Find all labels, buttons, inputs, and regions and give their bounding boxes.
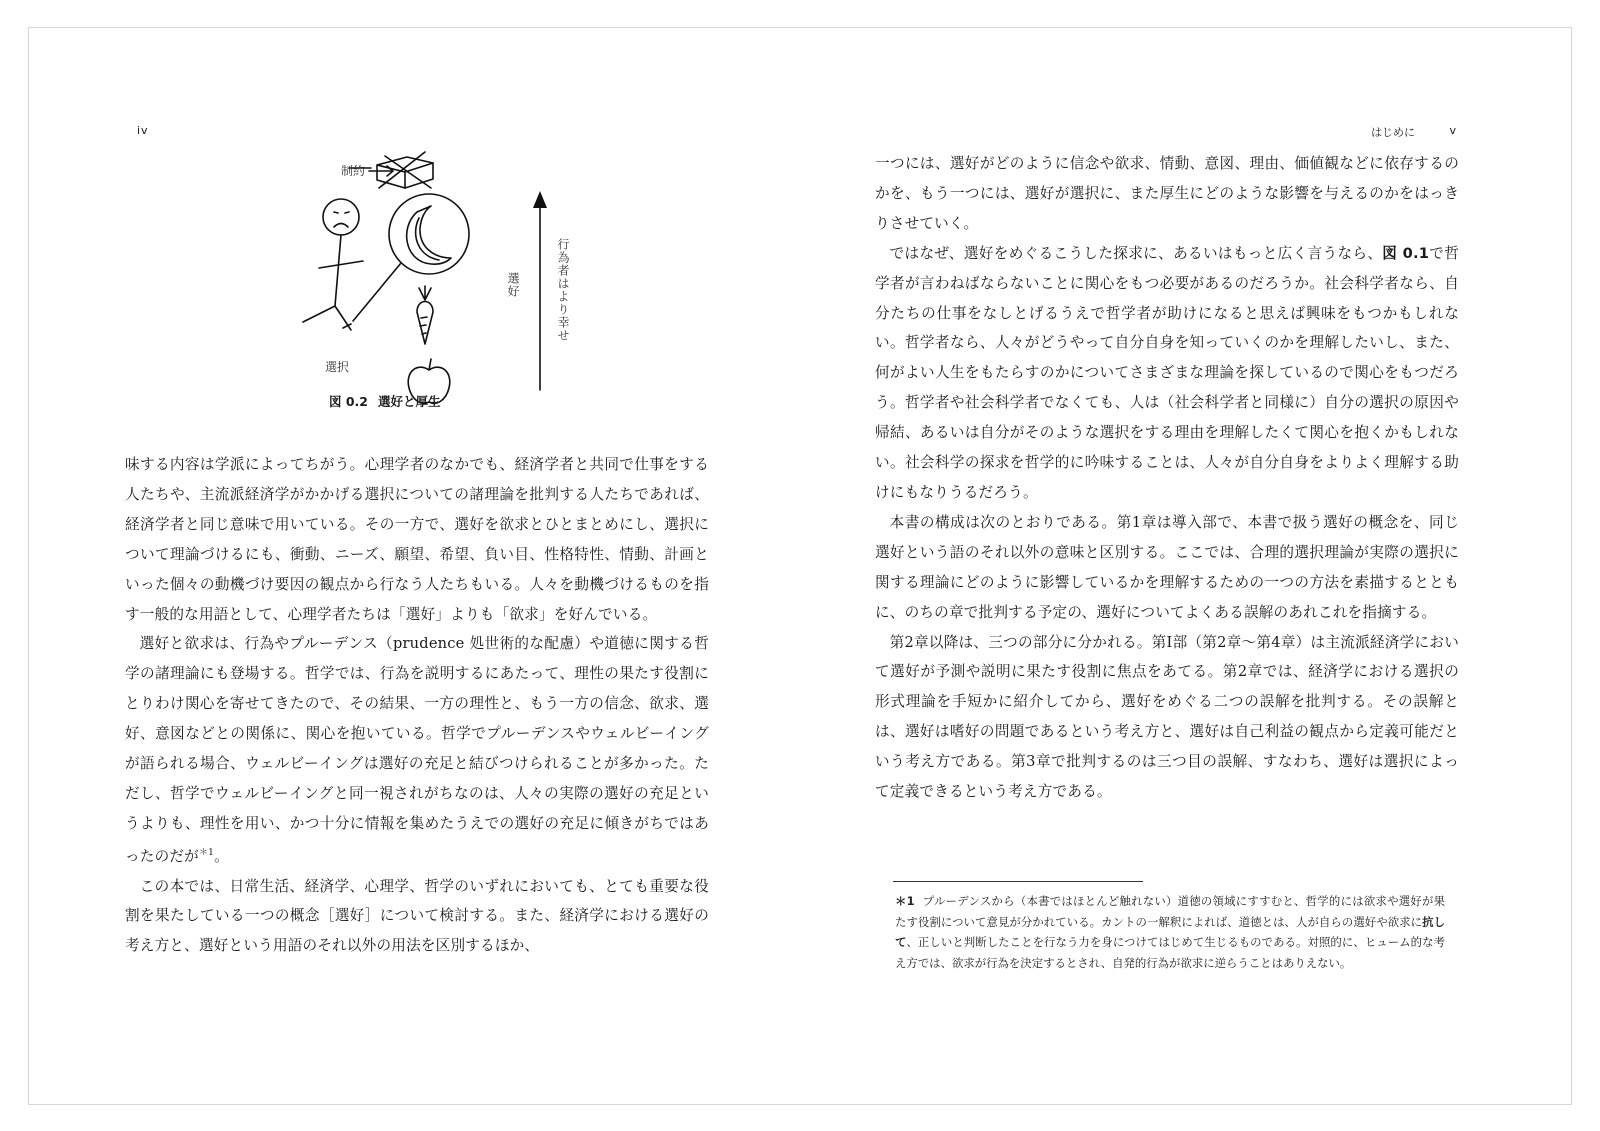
figure-caption [329, 392, 489, 410]
paragraph: この本では、日常生活、経済学、心理学、哲学のいずれにおいても、とても重要な役割を果たしている一つの概念［選好］について検討する。また、経済学における選好の考え方と、選好という用語のそれ以外の用法を区別するほか、 [125, 877, 709, 955]
left-page [29, 28, 801, 1104]
label-preference: 選好 [506, 272, 520, 298]
paragraph: 第2章以降は、三つの部分に分かれる。第Ⅰ部（第2章〜第4章）は主流派経済学において選好が予測や説明に果たす役割に焦点をあてる。第2章では、経済学における選択の形式理論を手短かに紹介してから、選好をめぐる二つの誤解を批判する。その誤解とは、選好は嗜好の問題であるという考え方と、選好は自己利益の観点から定義可能だという考え方である。第3章で批判するのは三つ目の誤解、すなわち、選好は選択によって定義できるという考え方である。 [875, 633, 1459, 801]
footnote-reference[interactable]: ＊1 [198, 847, 215, 858]
figure-title: 選好と厚生 [378, 394, 441, 409]
label-constraint: 制約 [341, 164, 366, 178]
paragraph: 選好と欲求は、行為やプルーデンス（prudence 処世術的な配慮）や道徳に関する哲学の諸理論にも登場する。哲学では、行為を説明するにあたって、理性の果たす役割にとりわけ関心を寄せてきたので、その結果、一方の理性と、もう一方の信念、欲求、選好、意図などとの関係に、関心を抱いている。哲学でプルーデンスやウェルビーイングが語られる場合、ウェルビーイングは選好の充足と結びつけられることが多かった。ただし、哲学でウェルビーイングと同一視されがちなのは、人々の実際の選好の充足というよりも、理性を用い、かつ十分に情報を集めたうえでの選好の充足に傾きがちではあったのだが$^{*1}$。 [125, 635, 709, 865]
figure-preference-welfare [259, 148, 570, 413]
stick-figure-icon [303, 235, 363, 330]
paragraph: ではなぜ、選好をめぐるこうした探求に、あるいはもっと広く言うなら、図 0.1で哲学者が言わねばならないことに関心をもつ必要があるのだろうか。社会科学者なら、自分たちの仕事をなしとげるうえで哲学者が助けになると思えば興味をもつかもしれない。哲学者なら、人々がどうやって自分自身を知っていくのかを理解したいし、また、何がよい人生をもたらすのかについてさまざまな理論を探しているので関心をもつだろう。哲学者や社会科学者でなくても、人は（社会科学者と同様に）自分の選択の原因や帰結、あるいは自分がそのような選択をする理由を理解したくて関心を抱くかもしれない。社会科学の探求を哲学的に吟味することは、人々が自分自身をよりよく理解する助けにもなりうるだろう。 [875, 244, 1459, 501]
sad-face-icon [323, 199, 359, 235]
page-number-right: v [1449, 124, 1457, 137]
paragraph: 味する内容は学派によってちがう。心理学者のなかでも、経済学者と共同で仕事をする人たちや、主流派経済学がかかげる選択についての諸理論を批判する人たちであれば、経済学者と同じ意味で用いている。その一方で、選好を欲求とひとまとめにし、選択について理論づけるにも、衝動、ニーズ、願望、希望、負い目、性格特性、情動、計画といった個々の動機づけ要因の観点から行なう人たちもいる。人々を動機づけるものを指す一般的な用語として、心理学者たちは「選好」よりも「欲求」を好んでいる。 [125, 456, 709, 623]
label-agent-happier: 行為者はより幸せ [556, 238, 570, 342]
label-choice: 選択 [325, 360, 350, 374]
banana-icon [389, 194, 469, 274]
running-head: はじめに [1371, 126, 1415, 139]
footnote-emphasis: 抗して [895, 914, 1445, 949]
constraint-box-icon [369, 152, 433, 188]
footnote-mark: ＊1 [895, 894, 915, 908]
figure-number: 図 0.2 [329, 394, 368, 409]
page-number-left: iv [137, 124, 149, 137]
paragraph: 一つには、選好がどのように信念や欲求、情動、意図、理由、価値観などに依存するのかを、もう一つには、選好が選択に、また厚生にどのような影響を与えるのかをはっきりさせていく。 [875, 155, 1459, 232]
footnote-divider [893, 881, 1143, 882]
figure-reference[interactable]: 図 0.1 [1382, 244, 1430, 262]
footnote: ＊1 プルーデンスから（本書ではほとんど触れない）道徳の領域にすすむと、哲学的には欲求や選好が果たす役割について意見が分かれている。カントの一解釈によれば、道徳とは、人が自らの選好や欲求に抗して、正しいと判断したことを行なう力を身につけてはじめて生じるものである。対照的に、ヒューム的な考え方では、欲求が行為を決定するとされ、自発的行為が欲求に逆らうことはありえない。 [895, 894, 1445, 970]
carrot-icon [417, 286, 433, 344]
paragraph: 本書の構成は次のとおりである。第1章は導入部で、本書で扱う選好の概念を、同じ選好という語のそれ以外の意味と区別する。ここでは、合理的選択理論が実際の選択に関する理論にどのように影響しているかを理解するための一つの方法を素描するとともに、のちの章で批判する予定の、選好についてよくある誤解のあれこれを指摘する。 [875, 513, 1459, 621]
book-spread [28, 27, 1572, 1105]
right-body-text [875, 149, 1459, 807]
left-body-text [125, 450, 709, 961]
